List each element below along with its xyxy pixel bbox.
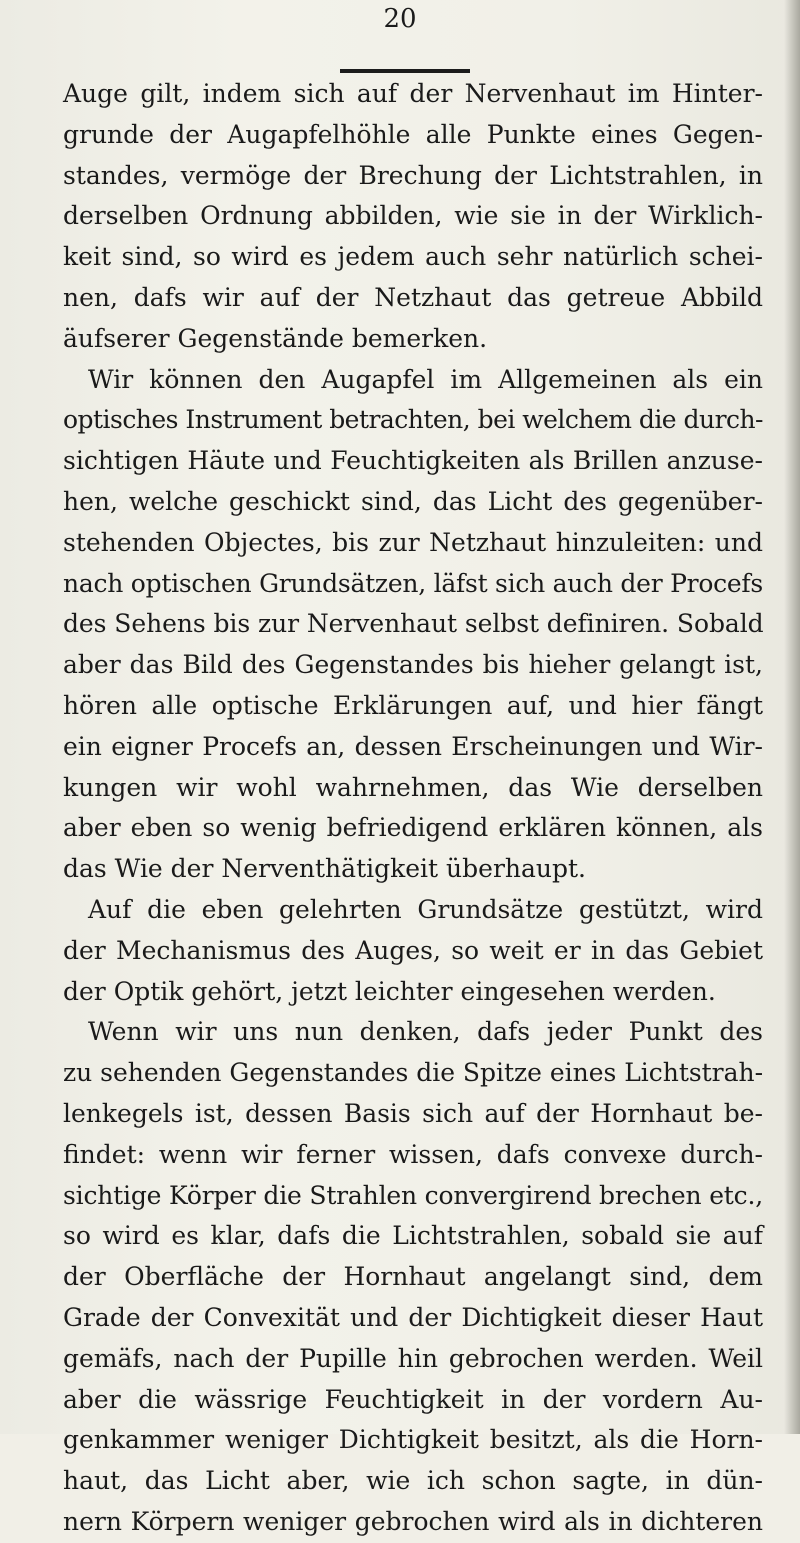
text-line: keit sind, so wird es jedem auch sehr natürlich schei- bbox=[63, 242, 763, 272]
text-line: so wird es klar, dafs die Lichtstrahlen, sobald sie auf bbox=[63, 1221, 763, 1251]
page-number: 20 bbox=[383, 4, 417, 34]
text-line: nen, dafs wir auf der Netzhaut das getreue Abbild bbox=[63, 282, 763, 312]
text-line: nach optischen Grundsätzen, läfst sich auch der Procefs bbox=[63, 568, 763, 598]
text-line: findet: wenn wir ferner wissen, dafs convexe durch- bbox=[63, 1139, 763, 1169]
text-line: der Optik gehört, jetzt leichter eingesehen werden. bbox=[63, 976, 716, 1006]
text-line: aber die wässrige Feuchtigkeit in der vordern Au- bbox=[63, 1384, 763, 1414]
text-line: der Oberfläche der Hornhaut angelangt sind, dem bbox=[63, 1262, 763, 1292]
text-line: Wenn wir uns nun denken, dafs jeder Punkt des bbox=[88, 1017, 763, 1047]
text-line: stehenden Objectes, bis zur Netzhaut hinzuleiten: und bbox=[63, 527, 763, 557]
text-line: lenkegels ist, dessen Basis sich auf der Hornhaut be- bbox=[63, 1098, 763, 1128]
body-text bbox=[63, 74, 763, 1543]
header-rule bbox=[340, 69, 470, 73]
text-line: haut, das Licht aber, wie ich schon sagte, in dün- bbox=[63, 1466, 763, 1496]
page-edge-shadow bbox=[784, 0, 800, 1434]
text-line: zu sehenden Gegenstandes die Spitze eines Lichtstrah- bbox=[63, 1058, 763, 1088]
text-line: Wir können den Augapfel im Allgemeinen als ein bbox=[88, 364, 763, 394]
text-line: genkammer weniger Dichtigkeit besitzt, als die Horn- bbox=[63, 1425, 763, 1455]
text-line: gemäfs, nach der Pupille hin gebrochen werden. Weil bbox=[63, 1343, 763, 1373]
text-line: sichtigen Häute und Feuchtigkeiten als Brillen anzuse- bbox=[63, 446, 763, 476]
text-line: Auf die eben gelehrten Grundsätze gestützt, wird bbox=[88, 894, 763, 924]
text-line: optisches Instrument betrachten, bei welchem die durch- bbox=[63, 405, 763, 435]
text-line: des Sehens bis zur Nervenhaut selbst definiren. Sobald bbox=[63, 609, 764, 639]
text-line: Grade der Convexität und der Dichtigkeit dieser Haut bbox=[63, 1302, 763, 1332]
text-line: äufserer Gegenstände bemerken. bbox=[63, 323, 488, 353]
text-line: kungen wir wohl wahrnehmen, das Wie derselben bbox=[63, 772, 763, 802]
text-line: standes, vermöge der Brechung der Lichtstrahlen, in bbox=[63, 160, 763, 190]
text-line: aber eben so wenig befriedigend erklären können, als bbox=[63, 813, 763, 843]
text-line: derselben Ordnung abbilden, wie sie in der Wirklich- bbox=[63, 201, 763, 231]
text-line: nern Körpern weniger gebrochen wird als in dichteren bbox=[63, 1506, 763, 1536]
text-line: Auge gilt, indem sich auf der Nervenhaut im Hinter- bbox=[63, 79, 763, 108]
text-line: hören alle optische Erklärungen auf, und hier fängt bbox=[63, 690, 763, 720]
text-line: grunde der Augapfelhöhle alle Punkte eines Gegen- bbox=[63, 119, 763, 149]
text-line: ein eigner Procefs an, dessen Erscheinungen und Wir- bbox=[63, 731, 763, 761]
text-line: aber das Bild des Gegenstandes bis hieher gelangt ist, bbox=[63, 650, 763, 680]
text-line: der Mechanismus des Auges, so weit er in das Gebiet bbox=[63, 935, 763, 965]
text-line: das Wie der Nerventhätigkeit überhaupt. bbox=[63, 854, 586, 884]
text-line: sichtige Körper die Strahlen convergirend brechen etc., bbox=[63, 1180, 763, 1210]
text-line: hen, welche geschickt sind, das Licht des gegenüber- bbox=[63, 486, 763, 516]
